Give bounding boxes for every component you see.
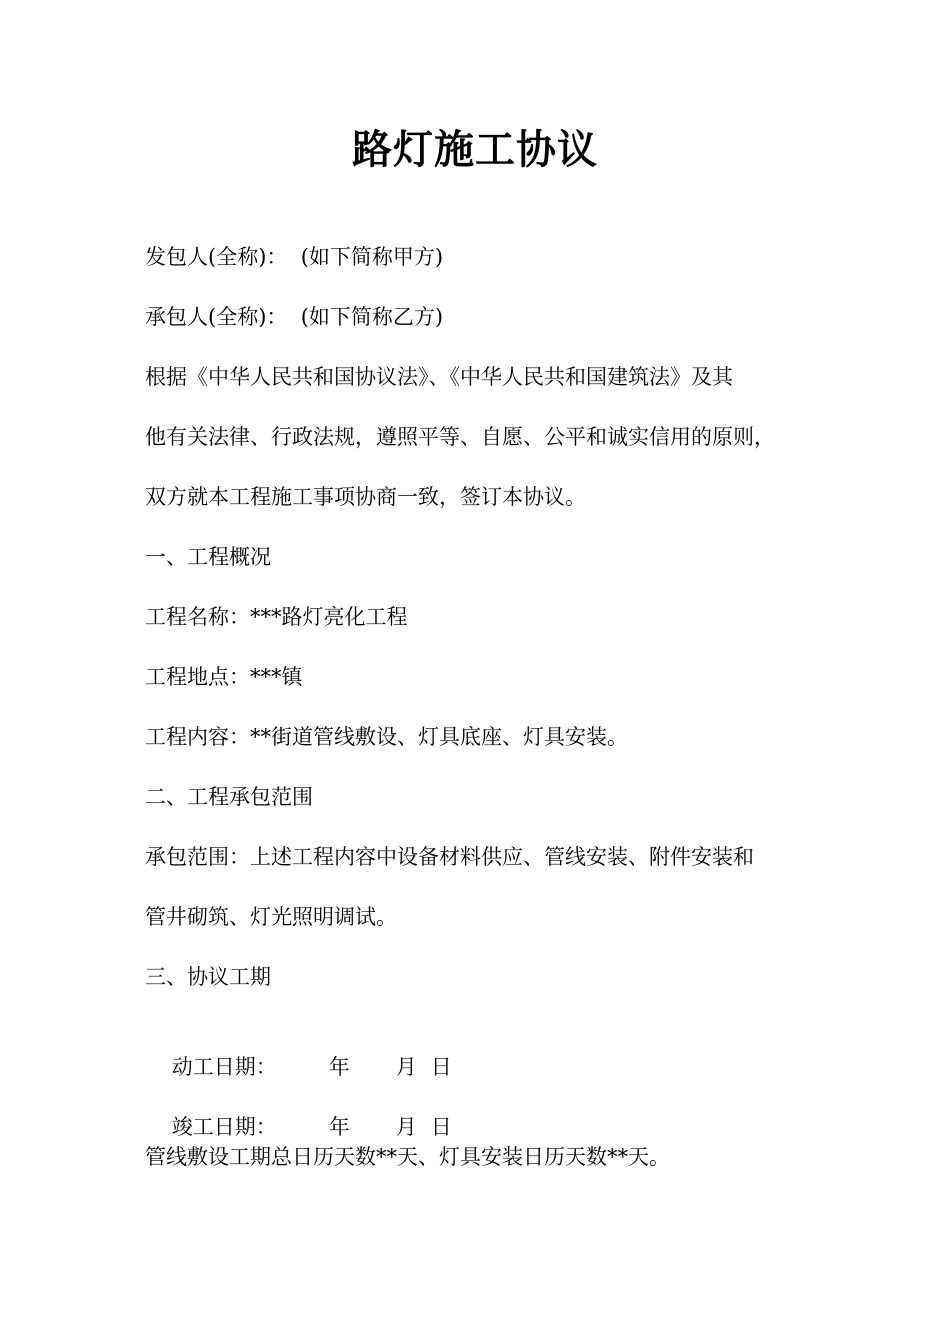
project-content-line: 工程内容：**街道管线敷设、灯具底座、灯具安装。 (145, 725, 628, 749)
end-date-year: 年 (328, 1115, 350, 1139)
employer-line: 发包人(全称)： (如下简称甲方) (145, 245, 444, 269)
section-2-heading: 二、工程承包范围 (145, 785, 313, 809)
scope-line-2: 管井砌筑、灯光照明调试。 (145, 905, 397, 929)
section-1-heading: 一、工程概况 (145, 545, 271, 569)
contractor-line: 承包人(全称)： (如下简称乙方) (145, 305, 444, 329)
preamble-line-3: 双方就本工程施工事项协商一致，签订本协议。 (145, 485, 586, 509)
duration-line: 管线敷设工期总日历天数**天、灯具安装日历天数**天。 (145, 1145, 670, 1169)
section-3-heading: 三、协议工期 (145, 965, 271, 989)
end-date-month: 月 (395, 1115, 417, 1139)
start-date-day: 日 (430, 1055, 452, 1079)
scope-line-1: 承包范围：上述工程内容中设备材料供应、管线安装、附件安装和 (145, 845, 754, 869)
project-location-line: 工程地点：***镇 (145, 665, 303, 689)
start-date-month: 月 (395, 1055, 417, 1079)
start-date-year: 年 (328, 1055, 350, 1079)
end-date-day: 日 (430, 1115, 452, 1139)
preamble-line-2: 他有关法律、行政法规，遵照平等、自愿、公平和诚实信用的原则， (145, 425, 775, 449)
start-date-label: 动工日期： (171, 1055, 277, 1079)
project-name-line: 工程名称：***路灯亮化工程 (145, 605, 408, 629)
preamble-line-1: 根据《中华人民共和国协议法》、《中华人民共和国建筑法》及其 (145, 365, 733, 389)
end-date-label: 竣工日期： (171, 1115, 277, 1139)
document-title: 路灯施工协议 (352, 126, 598, 173)
